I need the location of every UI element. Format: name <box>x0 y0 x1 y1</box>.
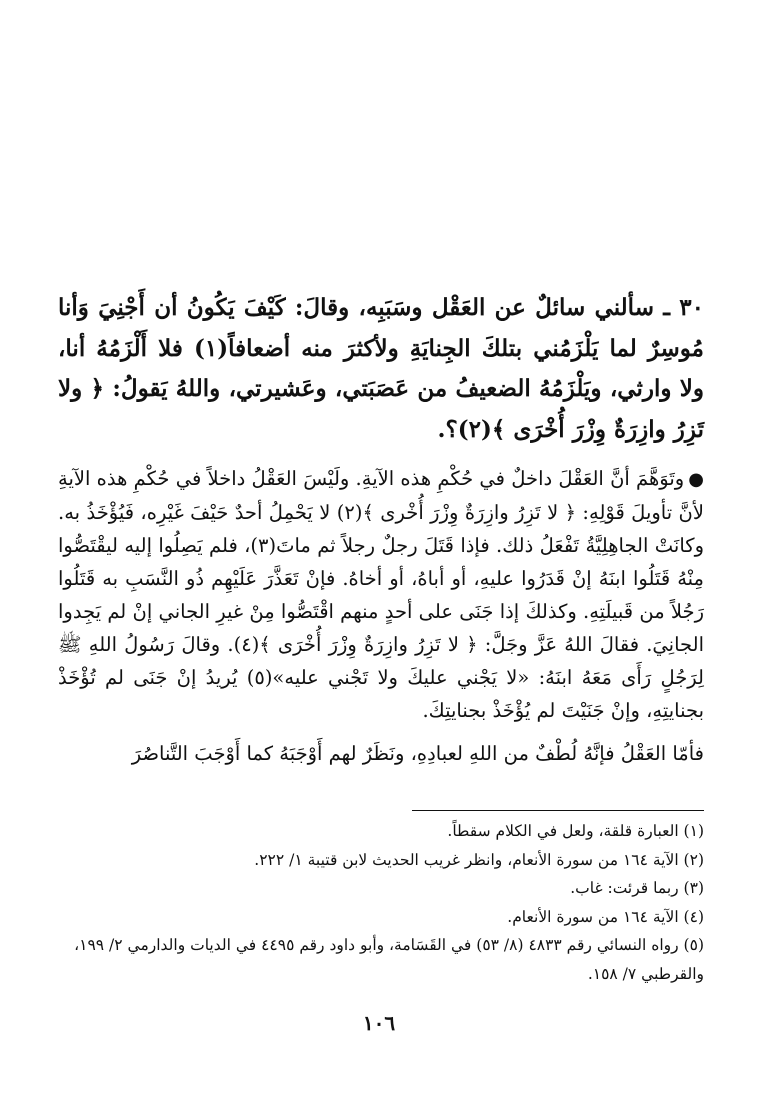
footnote-4: (٤) الآية ١٦٤ من سورة الأنعام. <box>507 907 704 926</box>
answer-paragraph-1 <box>58 462 704 727</box>
footnote-2: (٢) الآية ١٦٤ من سورة الأنعام، وانظر غريب الحديث لابن قتيبة ١/ ٢٢٢. <box>254 850 704 869</box>
bullet-icon: ● <box>688 469 704 490</box>
footnote-divider <box>412 810 704 811</box>
footnote-5: (٥) رواه النسائي رقم ٤٨٣٣ (٨/ ٥٣) في القَسَامة، وأبو داود رقم ٤٤٩٥ في الديات والدارمي ٢/ ١٩٩، والقرطبي ٧/ ١٥٨. <box>74 936 704 983</box>
footnote-1: (١) العبارة قلقة، ولعل في الكلام سقطاً. <box>447 822 704 840</box>
main-text <box>58 288 704 770</box>
question-paragraph: ٣٠ ـ سألني سائلٌ عن العَقْل وسَبَبِه، وقالَ: كَيْفَ يَكُونُ أن أَجْنِيَ وَأنا مُوسِرٌ لما يَلْزَمُني بتلكَ الجِنايَةِ ولأكثرَ منه أضعافاً(١) فلا أَلْزَمُهُ أنا، ولا وارثي، ويَلْزَمُهُ الضعيفُ من عَصَبَتي، وعَشيرتي، واللهُ يَقولُ: ﴿ ولا تَزِرُ وازِرَةٌ وِزْرَ أُخْرَى ﴾(٢)؟. <box>58 294 705 443</box>
footnotes <box>58 817 704 988</box>
answer-paragraph-2: فأمّا العَقْلُ فإنَّهُ لُطْفٌ من اللهِ لعبادِهِ، ونَظَرٌ لهم أَوْجَبَهُ كما أَوْجَبَ التَّناصُرَ <box>131 742 704 765</box>
footnote-3: (٣) ربما قرئت: غاب. <box>570 879 704 897</box>
answer-text-1: وتَوَهَّمَ أنَّ العَقْلَ داخلٌ في حُكْمِ هذه الآيةِ. ولَيْسَ العَقْلُ داخلاً في حُكْمِ هذه الآيةِ لأنَّ تأويلَ قَوْلِهِ: ﴿ لا تَزِرُ وازِرَةٌ وِزْرَ أُخْرى ﴾(٢) لا يَحْمِلُ أحدٌ حَيْفَ غَيْرِه، فَيُؤْخَذُ به. وكانَتْ الجاهِلِيَّةُ تَفْعَلُ ذلك. فإذا قَتَلَ رجلٌ رجلاً ثم ماتَ(٣)، فلم يَصِلُوا إليه ليقْتَصُّوا مِنْهُ قَتَلُوا ابنَهُ إنْ قَدَرُوا عليهِ، أو أباهُ، أو أخاهُ. فإنْ تَعَذَّرَ عَلَيْهِم ذُو النَّسَبِ به قَتَلُوا رَجُلاً من قَبيلَتِهِ. وكذلكَ إذا جَنَى على أحدٍ منهم اقْتَصُّوا مِنْ غيرِ الجاني إنْ لم يَجِدوا الجانِيَ. فقالَ اللهُ عَزَّ وجَلَّ: ﴿ لا تَزِرُ وازِرَةٌ وِزْرَ أُخْرَى ﴾(٤). وقالَ رَسُولُ اللهِ ﷺ لِرَجُلٍ رَأَى مَعَهُ ابنَهُ: «لا يَجْني عليكَ ولا تَجْني عليه»(٥) يُريدُ إنْ جَنَى لم تُؤْخَذْ بجنايتِهِ، وإنْ جَنَيْتَ لم يُؤْخَذْ بجنايتِكَ. <box>58 467 704 722</box>
page-number: ١٠٦ <box>362 1011 396 1035</box>
